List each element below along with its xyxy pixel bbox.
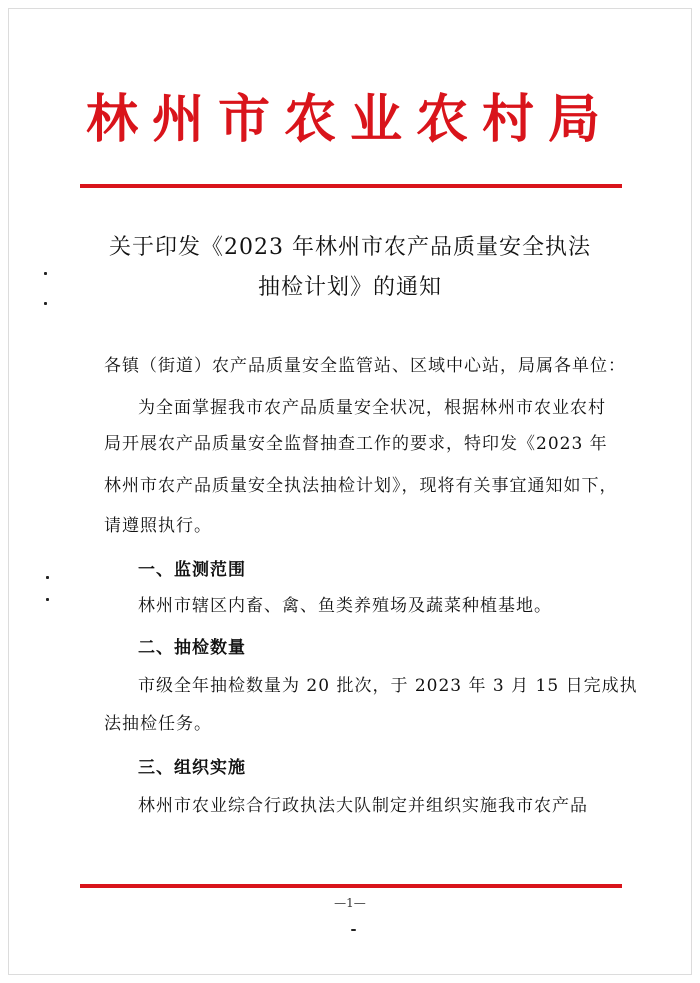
section-2-text-line-1: 市级全年抽检数量为 20 批次，于 2023 年 3 月 15 日完成执 xyxy=(138,676,638,696)
intro-line-2: 局开展农产品质量安全监督抽查工作的要求，特印发《2023 年 xyxy=(104,434,608,454)
scan-mark xyxy=(44,302,47,305)
section-2-text-line-2: 法抽检任务。 xyxy=(104,714,212,734)
scan-mark xyxy=(46,576,49,579)
intro-line-1: 为全面掌握我市农产品质量安全状况，根据林州市农业农村 xyxy=(138,398,606,418)
section-2-heading: 二、抽检数量 xyxy=(138,638,246,658)
notice-title-line-2: 抽检计划》的通知 xyxy=(257,275,442,300)
scan-mark xyxy=(46,598,49,601)
salutation: 各镇（街道）农产品质量安全监管站、区域中心站，局属各单位： xyxy=(104,356,626,376)
scan-mark xyxy=(44,272,47,275)
header-red-rule xyxy=(80,184,622,188)
footer-red-rule xyxy=(80,884,622,888)
section-3-text: 林州市农业综合行政执法大队制定并组织实施我市农产品 xyxy=(138,796,588,816)
scan-mark xyxy=(351,929,356,931)
page-number: —1— xyxy=(334,896,366,910)
section-3-heading: 三、组织实施 xyxy=(138,758,246,778)
issuer-header: 林州市农业农村局 xyxy=(85,90,614,150)
section-1-heading: 一、监测范围 xyxy=(138,560,246,580)
intro-line-3: 林州市农产品质量安全执法抽检计划》，现将有关事宜通知如下， xyxy=(104,476,618,496)
section-1-text: 林州市辖区内畜、禽、鱼类养殖场及蔬菜种植基地。 xyxy=(138,596,552,616)
intro-line-4: 请遵照执行。 xyxy=(104,516,212,536)
notice-title-line-1: 关于印发《2023 年林州市农产品质量安全执法 xyxy=(109,235,591,260)
